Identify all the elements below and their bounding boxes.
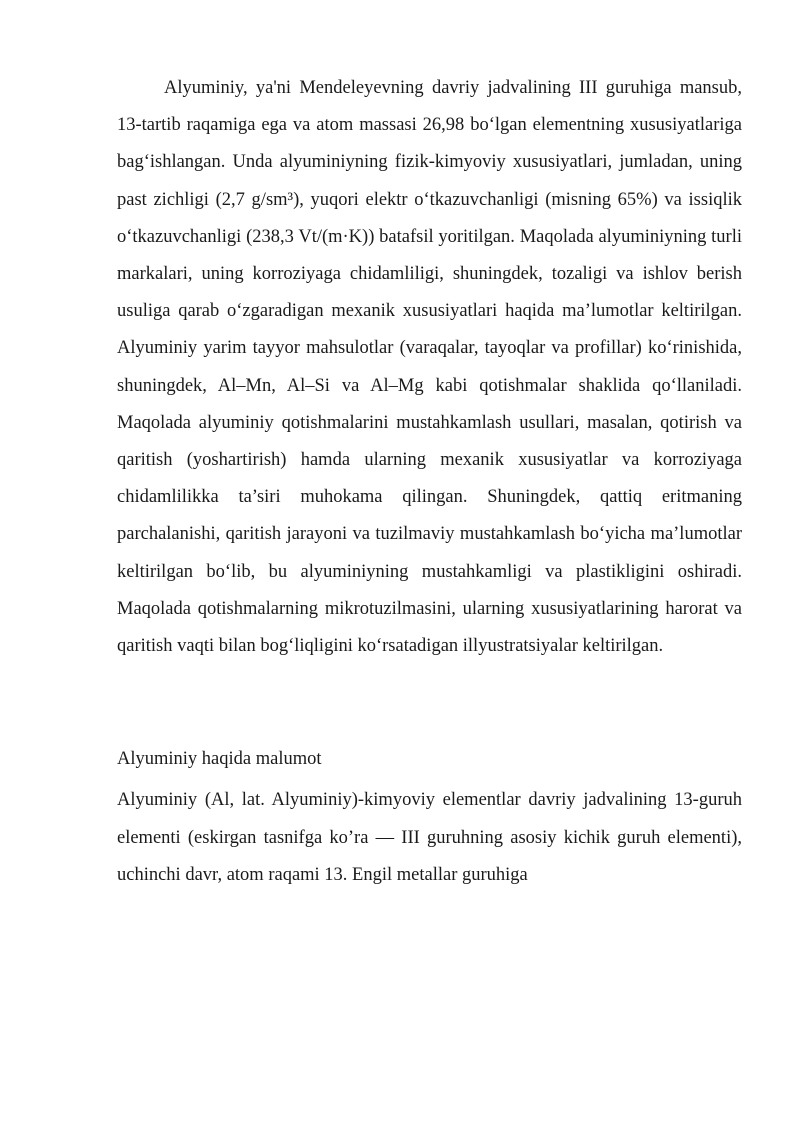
- intro-paragraph: Alyuminiy, ya'ni Mendeleyevning davriy jadvalining III guruhiga mansub, 13-tartib raqamiga ega va atom massasi 26,98 bo‘lgan elementning xususiyatlariga bag‘ishlangan. Unda alyuminiyning fizik-kimyoviy xususiyatlari, jumladan, uning past zichligi (2,7 g/sm³), yuqori elektr o‘tkazuvchanligi (misning 65%) va issiqlik o‘tkazuvchanligi (238,3 Vt/(m·K)) batafsil yoritilgan. Maqolada alyuminiyning turli markalari, uning korroziyaga chidamliligi, shuningdek, tozaligi va ishlov berish usuliga qarab o‘zgaradigan mexanik xususiyatlari haqida ma’lumotlar keltirilgan. Alyuminiy yarim tayyor mahsulotlar (varaqalar, tayoqlar va profillar) ko‘rinishida, shuningdek, Al–Mn, Al–Si va Al–Mg kabi qotishmalar shaklida qo‘llaniladi. Maqolada alyuminiy qotishmalarini mustahkamlash usullari, masalan, qotirish va qaritish (yoshartirish) hamda ularning mexanik xususiyatlar va korroziyaga chidamlilikka ta’siri muhokama qilingan. Shuningdek, qattiq eritmaning parchalanishi, qaritish jarayoni va tuzilmaviy mustahkamlash bo‘yicha ma’lumotlar keltirilgan bo‘lib, bu alyuminiyning mustahkamligi va plastikligini oshiradi. Maqolada qotishmalarning mikrotuzilmasini, ularning xususiyatlarining harorat va qaritish vaqti bilan bog‘liqligini ko‘rsatadigan illyustratsiyalar keltirilgan.: [117, 78, 742, 657]
- body-paragraph: Alyuminiy (Al, lat. Alyuminiy)-kimyoviy elementlar davriy jadvalining 13-guruh elementi (eskirgan tasnifga ko’ra — III guruhning asosiy kichik guruh elementi), uchinchi davr, atom raqami 13. Engil metallar guruhiga: [117, 790, 742, 885]
- document-page: [117, 70, 742, 894]
- section-heading: Alyuminiy haqida malumot: [117, 749, 322, 770]
